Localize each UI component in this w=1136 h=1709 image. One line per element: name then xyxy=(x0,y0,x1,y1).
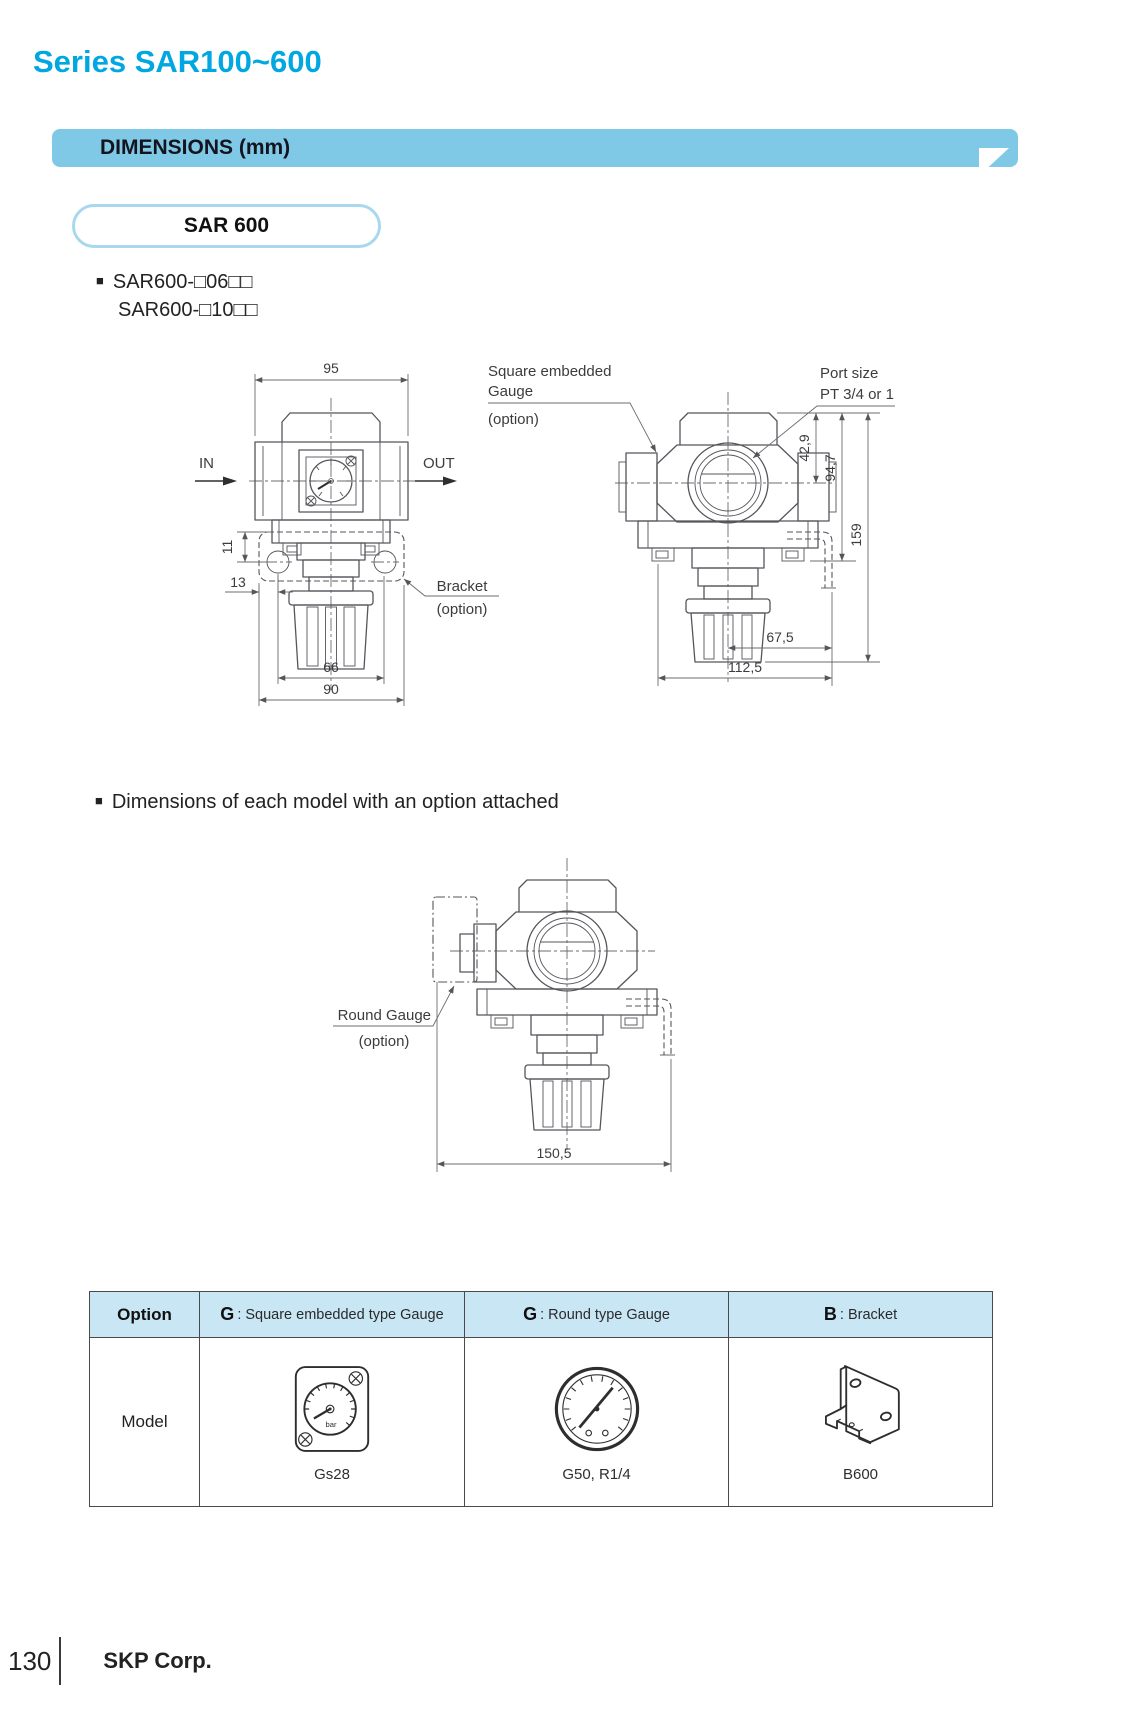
out-label: OUT xyxy=(423,455,455,472)
gauge-face-text: bar xyxy=(325,1420,337,1430)
model-caption: G50, R1/4 xyxy=(562,1466,631,1483)
page-title: Series SAR100~600 xyxy=(33,44,322,79)
table-cell-square-gauge xyxy=(200,1338,465,1506)
dim-11: 11 xyxy=(219,539,235,555)
dim-159: 159 xyxy=(848,523,864,547)
bracket-label: Bracket xyxy=(436,578,488,595)
model-caption: Gs28 xyxy=(314,1466,350,1483)
model-code-line-2: SAR600-□10□□ xyxy=(118,299,258,321)
square-gauge-icon xyxy=(292,1361,372,1457)
dim-95: 95 xyxy=(323,360,339,376)
option-view-drawing xyxy=(300,830,700,1190)
model-caption: B600 xyxy=(842,1466,879,1483)
square-gauge-label-1: Square embedded xyxy=(488,363,612,380)
round-gauge-label-1: Round Gauge xyxy=(337,1007,431,1024)
dim-13: 13 xyxy=(230,574,246,590)
dim-66: 66 xyxy=(323,659,339,675)
table-cell-round-gauge xyxy=(465,1338,729,1506)
side-view-drawing xyxy=(480,330,910,710)
dim-112-5: 112,5 xyxy=(728,659,762,675)
port-size-label-2: PT 3/4 or 1 xyxy=(820,386,894,403)
page-footer xyxy=(8,1634,212,1688)
option-desc: : Square embedded type Gauge xyxy=(237,1306,444,1323)
dim-67-5: 67,5 xyxy=(766,629,794,645)
folded-corner-icon xyxy=(979,148,1009,167)
model-badge: SAR 600 xyxy=(72,204,381,248)
round-gauge-label-2: (option) xyxy=(358,1033,410,1050)
table-header-bracket xyxy=(729,1292,992,1338)
port-size-label-1: Port size xyxy=(820,365,879,382)
table-header-round-gauge xyxy=(465,1292,729,1338)
company-name: SKP Corp. xyxy=(103,1648,212,1673)
options-table xyxy=(89,1291,993,1507)
option-desc: : Bracket xyxy=(839,1306,898,1323)
table-cell-bracket xyxy=(729,1338,992,1506)
round-gauge-icon xyxy=(549,1361,645,1457)
section-header-bar xyxy=(52,129,1018,167)
dim-150-5: 150,5 xyxy=(536,1145,572,1161)
square-gauge-label-2: Gauge xyxy=(488,383,534,400)
model-codes xyxy=(96,269,258,324)
option-section-heading: ■ Dimensions of each model with an option attached xyxy=(95,791,559,814)
model-code-line-1: ■ SAR600-□06□□ xyxy=(96,269,258,297)
front-view-drawing xyxy=(175,340,515,720)
dim-42-9: 42,9 xyxy=(796,434,812,462)
dim-90: 90 xyxy=(323,681,339,697)
page-number: 130 xyxy=(8,1645,52,1676)
in-label: IN xyxy=(199,455,214,472)
section-header-label: DIMENSIONS (mm) xyxy=(100,136,291,159)
square-gauge-label-3: (option) xyxy=(488,411,539,428)
bracket-option-label: (option) xyxy=(436,601,488,618)
option-code: G xyxy=(523,1304,538,1324)
option-code: G xyxy=(220,1304,235,1324)
bracket-icon xyxy=(813,1361,909,1457)
table-header-option: Option xyxy=(90,1292,200,1338)
footer-divider xyxy=(59,1637,61,1685)
table-header-square-gauge xyxy=(200,1292,465,1338)
option-code: B xyxy=(823,1304,837,1324)
table-row-label: Model xyxy=(90,1338,200,1506)
option-desc: : Round type Gauge xyxy=(540,1306,670,1323)
dim-94-7: 94,7 xyxy=(822,454,838,482)
